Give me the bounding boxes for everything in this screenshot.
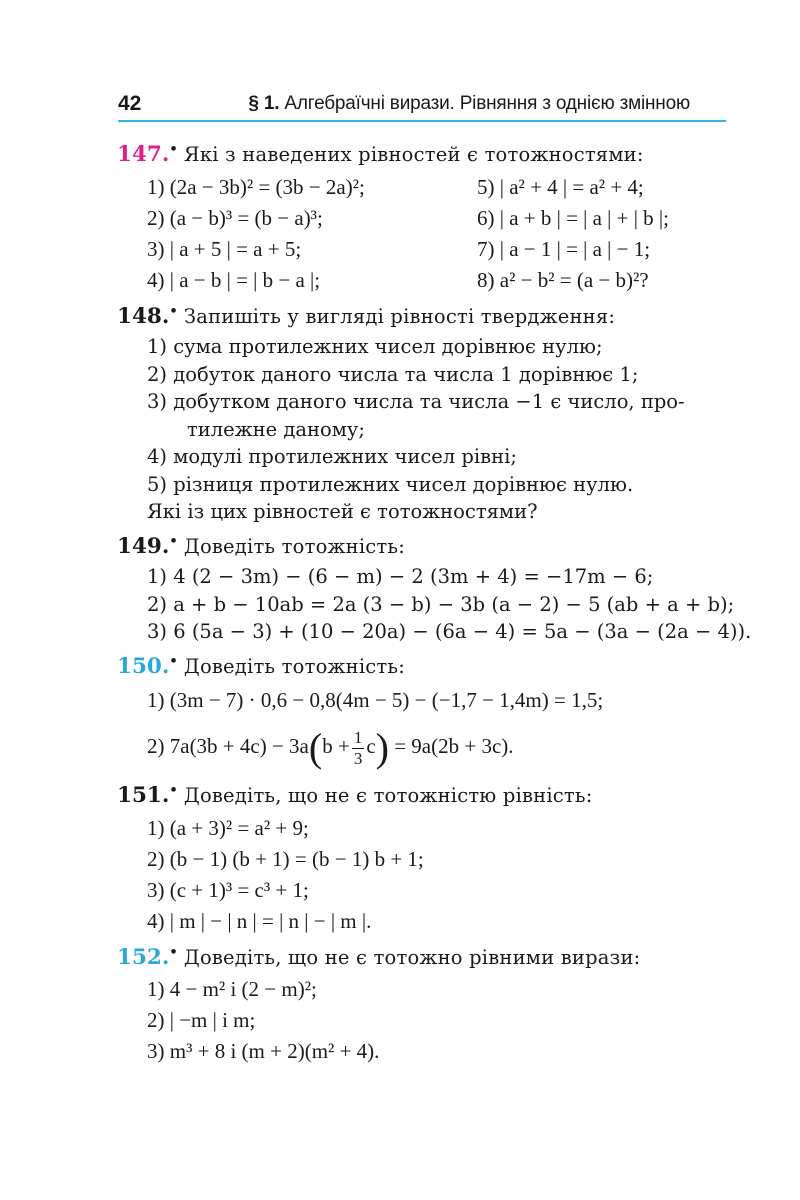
statement-item: 2) добуток даного числа та числа 1 дорівнює 1; [147,362,639,386]
header-rule [118,120,726,122]
difficulty-star: • [169,533,178,549]
problem-149 [117,533,752,646]
identity-item: 1) 4 (2 − 3m) − (6 − m) − 2 (3m + 4) = −17m − 6; [147,565,654,588]
paren-close: ) [375,725,389,771]
page-header [118,84,726,124]
equality-item: 1) (a + 3)² = a² + 9; [147,815,309,840]
equality-item: 2) (b − 1) (b + 1) = (b − 1) b + 1; [147,846,424,871]
page-body [117,141,752,1074]
section-title: Алгебраїчні вирази. Рівняння з однією змінною [284,93,690,114]
identity-item: 1) (3m − 7) · 0,6 − 0,8(4m − 5) − (−1,7 − 1,4m) = 1,5; [147,688,604,712]
follow-up-question: Які із цих рівностей є тотожностями? [147,500,538,523]
difficulty-star: • [169,944,178,960]
problem-prompt: Доведіть тотожність: [183,654,405,678]
problem-prompt: Доведіть, що не є тотожно рівними вирази: [183,945,641,969]
problem-number: 151. [117,783,170,808]
problem-151 [117,782,747,937]
equation-item: 2) (a − b)³ = (b − a)³; [147,205,323,230]
expression-c: c [366,734,376,758]
problem-number: 150. [117,653,170,679]
equality-item: 3) (c + 1)³ = c³ + 1; [147,877,309,902]
difficulty-star: • [169,303,178,319]
statement-item-continuation: тилежне даному; [187,417,365,441]
expression-right: = 9a(2b + 3c). [394,734,514,758]
statement-item: 3) добутком даного числа та числа −1 є число, про- [147,390,685,413]
statement-item: 5) різниця протилежних чисел дорівнює нулю. [147,472,634,496]
expression-pair-item: 1) 4 − m² і (2 − m)²; [147,977,317,1001]
page-number: 42 [118,92,142,115]
expression-b: b + [322,734,350,758]
statement-item: 1) сума протилежних чисел дорівнює нулю; [147,335,603,358]
paren-open: ( [308,725,323,771]
running-title [248,93,690,115]
equality-item: 4) | m | − | n | = | n | − | m |. [147,908,372,933]
problem-number: 149. [117,533,170,559]
equation-item: 4) | a − b | = | b − a |; [147,267,321,292]
identity-item: 2) a + b − 10ab = 2a (3 − b) − 3b (a − 2) − 5 (ab + a + b); [147,592,735,616]
identity-item: 3) 6 (5a − 3) + (10 − 20a) − (6a − 4) = 5a − (3a − (2a − 4)). [147,620,752,643]
problem-prompt: Які з наведених рівностей є тотожностями: [183,143,644,166]
problem-number: 148. [117,303,170,329]
equation-item: 3) | a + 5 | = a + 5; [147,236,302,261]
equation-item: 5) | a² + 4 | = a² + 4; [477,174,644,199]
fraction-numerator: 1 [353,727,363,747]
equation-item: 8) a² − b² = (a − b)²? [477,267,649,292]
difficulty-star: • [169,653,178,669]
problem-number: 152. [117,944,170,970]
equation-item: 7) | a − 1 | = | a | − 1; [477,236,651,261]
equation-item: 1) (2a − 3b)² = (3b − 2a)²; [147,174,365,199]
fraction-denominator: 3 [353,748,363,768]
equation-grid [117,172,747,296]
expression-pair-item: 2) | −m | і m; [147,1008,256,1032]
problem-147 [117,141,747,296]
expression-pair-item: 3) m³ + 8 і (m + 2)(m² + 4). [147,1039,380,1063]
problem-prompt: Запишіть у вигляді рівності твердження: [183,304,616,328]
problem-148 [117,303,747,526]
problem-number: 147. [117,142,170,167]
problem-prompt: Доведіть, що не є тотожністю рівність: [183,784,593,807]
difficulty-star: • [169,142,178,157]
statement-item: 4) модулі протилежних чисел рівні; [147,445,517,468]
section-mark: § 1. [248,93,280,114]
expression-left: 2) 7a(3b + 4c) − 3a [147,734,309,758]
problem-150 [117,653,747,776]
difficulty-star: • [169,783,178,798]
problem-prompt: Доведіть тотожність: [183,534,405,558]
identity-item-fraction [117,717,747,775]
problem-152 [117,944,747,1068]
equation-item: 6) | a + b | = | a | + | b |; [477,205,669,230]
fraction [352,728,365,769]
